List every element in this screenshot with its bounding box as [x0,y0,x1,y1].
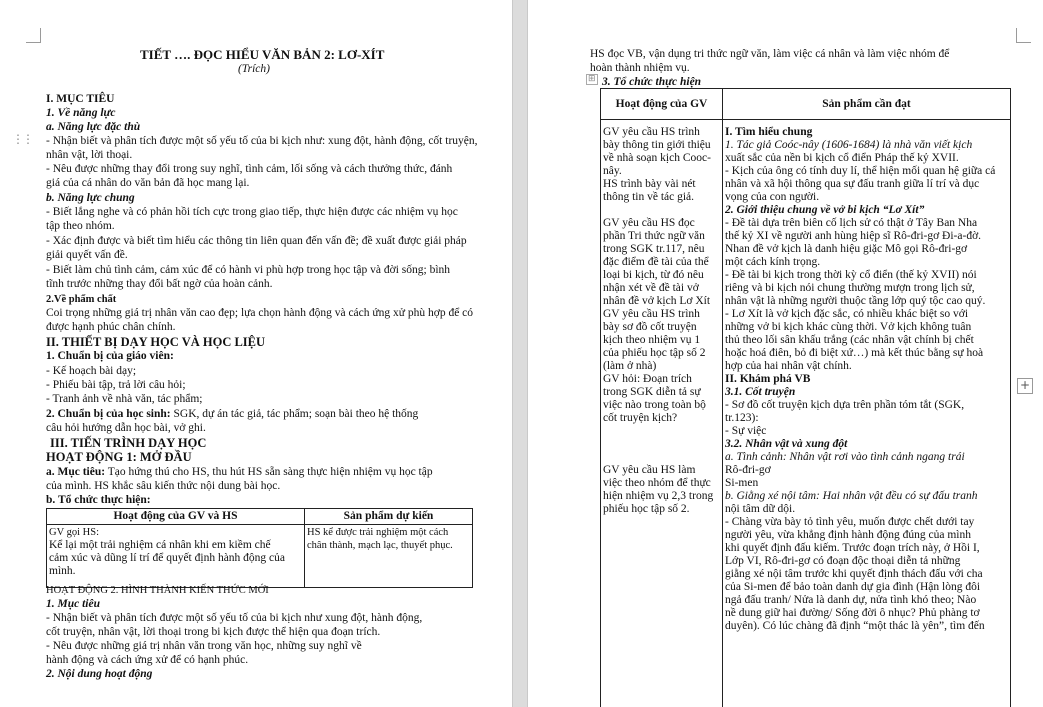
cell-line: nây. [603,165,622,177]
cell-line: kịch theo nhiệm vụ 1 [603,334,701,346]
cell-line: nhận xét về đề tài vở [603,282,699,294]
cell-line: vọng của con người. [725,191,820,203]
cell-line: nhân và xã hội thông qua sự đấu tranh giữa lí trí và dục [725,178,980,190]
table-header: Sản phẩm dự kiến [305,509,473,525]
table-cell [47,525,305,588]
cell-line: cảm xúc và dũng lí trí để quyết định hành động của [49,552,286,564]
cell-line: giằng xé nội tâm trước khi quyết định thách đấu với cha [725,568,983,580]
cell-line: Lớp VI, Rô-đri-gơ có đoạn độc thoại diễn tả những [725,555,961,567]
paragraph-line: tập theo nhóm. [46,220,115,232]
table-header: Sản phẩm cần đạt [723,89,1011,120]
subsection-heading: 1. Chuẩn bị của giáo viên: [46,350,174,362]
paragraph-line: - Biết lắng nghe và có phản hồi tích cực trong giao tiếp, thực hiện được các nhiệm vụ học [46,206,458,218]
cell-line: phần Tri thức ngữ văn [603,230,705,242]
cell-line: GV yêu cầu HS đọc [603,217,695,229]
cell-line: hoặc hoá điên, bỏ đi biệt xứ…) mà kết thúc bằng sự hoà [725,347,984,359]
page-corner-mark [26,28,41,43]
cell-line: - Lơ Xít là vở kịch đặc sắc, có nhiều khác biệt so với [725,308,969,320]
cell-line: trong SGK diễn tả sự [603,386,701,398]
cell-line: việc nào trong toàn bộ [603,399,706,411]
subsection-heading: a. Năng lực đặc thù [46,121,141,133]
cell-line: GV yêu cầu HS làm [603,464,696,476]
cell-line: của Si-men để bảo toàn danh dự gia đình (Hận lòng đôi [725,581,981,593]
inline-text: Tạo hứng thú cho HS, thu hút HS sẵn sàng thực hiện nhiệm vụ học tập [105,466,433,478]
paragraph-line: - Nhận biết và phân tích được một số yếu tố của bi kịch như xung đột, hành động, [46,612,423,624]
subsection-heading: 3. Tổ chức thực hiện [602,76,702,88]
cell-line: tr.123): [725,412,759,424]
section-heading: III. TIẾN TRÌNH DẠY HỌC [50,436,207,450]
inline-label: a. Mục tiêu: [46,466,106,478]
table-header: Hoạt động của GV và HS [47,509,305,525]
paragraph-line: - Nêu được những thay đổi trong suy nghĩ, tình cảm, lối sống và cách thưởng thức, đánh [46,163,453,175]
subsection-heading: 1. Về năng lực [46,107,116,119]
cell-line: nhân đề vở kịch Lơ Xít [603,295,711,307]
cell-line: HS trình bày vài nét [603,178,696,190]
cell-line: GV gọi HS: [49,527,99,538]
cell-line: việc theo nhóm để thực [603,477,711,489]
cell-line: thế kỷ XI về người anh hùng hiệp sĩ Rô-đri-gơ Đi-a-đờ. [725,230,982,242]
cell-line: GV yêu cầu HS trình [603,308,700,320]
list-item: - Tranh ảnh về nhà văn, tác phẩm; [46,393,203,405]
cell-line: b. Giằng xé nội tâm: Hai nhân vật đều có sự đấu tranh [725,490,978,502]
cell-line: 3.2. Nhân vật và xung đột [725,438,848,450]
cell-line: thông tin về tác giả. [603,191,695,203]
cell-line: - Sơ đồ cốt truyện kịch dựa trên phần tóm tắt (SGK, [725,399,965,411]
cell-line: - Đề tài bi kịch trong thời kỳ cổ điển (thế kỷ XVII) nói [725,269,977,281]
cell-line: Kể lại một trải nghiệm cá nhân khi em kiềm chế [49,539,271,551]
add-row-icon[interactable]: + [1017,378,1033,394]
activity-table [600,88,1011,707]
cell-line: Si-men [725,477,759,489]
inline-label: 2. Chuẩn bị của học sinh: [46,408,171,420]
cell-line: người yêu, vừa khẳng định hành động đúng của mình [725,529,971,541]
table-cell [601,120,723,707]
cell-line: GV yêu cầu HS trình [603,126,700,138]
drag-handle-icon[interactable]: ⋮⋮ [12,132,32,146]
cell-line: (làm ở nhà) [603,360,657,372]
document-page-left [0,0,512,707]
paragraph-line: tĩnh trước những thay đổi bất ngờ của hoàn cảnh. [46,278,273,290]
paragraph-line: được hạnh phúc chân chính. [46,321,176,333]
cell-line: - Sự việc [725,425,767,437]
cell-line: đặc điểm đề tài của thể [603,256,709,268]
cell-line: nhân vật là những người thuộc tầng lớp quý tộc cao quý. [725,295,986,307]
cell-line: I. Tìm hiểu chung [725,126,813,138]
cell-line: - Kịch của ông có tính duy lí, thể hiện mối quan hệ giữa cá [725,165,996,177]
subsection-heading: b. Tổ chức thực hiện: [46,494,151,506]
activity-heading: HOẠT ĐỘNG 2. HÌNH THÀNH KIẾN THỨC MỚI [46,585,269,596]
cell-line: 1. Tác giả Coóc-nây (1606-1684) là nhà văn viết kịch [725,139,973,151]
cell-line: khi quyết định đấu kiếm. Trước đoạn trích này, ở Hồi I, [725,542,980,554]
cell-line: Rô-đri-gơ [725,464,771,476]
cell-line: bày sơ đồ cốt truyện [603,321,697,333]
cell-line [603,438,720,451]
subsection-heading: 1. Mục tiêu [46,598,100,610]
cell-line: loại bi kịch, từ đó nêu [603,269,704,281]
cell-line: của phiếu học tập số 2 [603,347,706,359]
cell-line: về nhà soạn kịch Cooc- [603,152,711,164]
cell-line: nội tâm dữ dội. [725,503,796,515]
cell-line: thủ theo lối sân khấu trắng (các nhân vật chính bị chết [725,334,974,346]
paragraph-line: Coi trọng những giá trị nhân văn cao đẹp; lựa chọn hành động và cách ứng xử phù hợp để có [46,307,474,319]
paragraph-line: hành động và cách ứng xử để có hạnh phúc. [46,654,249,666]
cell-line: GV hỏi: Đoạn trích [603,373,692,385]
cell-line [603,451,720,464]
paragraph-line: - Biết làm chủ tình cảm, cảm xúc để có hành vi phù hợp trong học tập và đời sống; bình [46,264,451,276]
cell-line: riêng và bi kịch nói chung thường mượn trong lịch sử, [725,282,975,294]
cell-line: hiện nhiệm vụ 2,3 trong [603,490,714,502]
cell-line: cốt truyện kịch? [603,412,678,424]
paragraph-line: cốt truyện, nhân vật, lời thoại trong bi kịch được thể hiện qua đoạn trích. [46,626,381,638]
cell-line: phiếu học tập số 2. [603,503,690,515]
paragraph-line [46,466,433,479]
activity-table [46,508,473,588]
paragraph-line: HS đọc VB, vận dụng tri thức ngữ văn, làm việc cá nhân và làm việc nhóm để [590,48,950,60]
doc-title: TIẾT …. ĐỌC HIỂU VĂN BẢN 2: LƠ-XÍT [140,47,385,62]
subsection-heading: 2. Nội dung hoạt động [46,668,153,680]
inline-text: SGK, dự án tác giả, tác phẩm; soạn bài theo hệ thống [170,408,419,420]
cell-line: HS kể được trải nghiệm một cách [307,527,449,538]
cell-line [603,204,720,217]
cell-line: ngả đấu tranh/ Nửa là danh dự, nửa tình khó theo; Nào [725,594,977,606]
cell-line: nề dung giữ hai đường/ Sống đời ô nhục? Phủ phàng tơ [725,607,980,619]
table-header: Hoạt động của GV [601,89,723,120]
cell-line: một cách kính trọng. [725,256,821,268]
paragraph-line: - Nhận biết và phân tích được một số yếu tố của bi kịch như: xung đột, hành động, cốt truyện, [46,135,478,147]
table-cell [305,525,473,588]
paragraph-line [46,408,418,421]
cell-line: duyên). Có lúc chàng đã định “một thác là yên”, tìm đến [725,620,985,632]
cell-line: chân thành, mạch lạc, thuyết phục. [307,540,453,551]
cell-line [603,425,720,438]
document-page-right [528,0,1043,707]
cell-line: 2. Giới thiệu chung về vở bi kịch “Lơ Xít” [725,204,925,216]
table-cell [723,120,1011,707]
cell-line: những vở bi kịch khác cùng thời. Vở kịch không tuân [725,321,972,333]
cell-line: - Chàng vừa bày tỏ tình yêu, muốn được chết dưới tay [725,516,975,528]
paragraph-line: câu hỏi hướng dẫn học bài, vở ghi. [46,422,206,434]
doc-subtitle: (Trích) [238,63,270,75]
cell-line: mình. [49,565,76,577]
cell-line: - Đề tài dựa trên biên cố lịch sử có thật ở Tây Ban Nha [725,217,978,229]
paragraph-line: của mình. HS khắc sâu kiến thức nội dung bài học. [46,480,281,492]
section-heading: I. MỤC TIÊU [46,93,115,105]
paragraph-line: hoàn thành nhiệm vụ. [590,62,690,74]
paragraph-line: giá của cá nhân do văn bản đã học mang lại. [46,177,250,189]
cell-line: trong SGK tr.117, nêu [603,243,705,255]
cell-line: xuất sắc của nền bi kịch cổ điển Pháp thế kỷ XVII. [725,152,959,164]
cell-line: II. Khám phá VB [725,373,811,385]
cell-line: hợp của hai nhân vật chính. [725,360,852,372]
cell-line: Nhan đề vở kịch là danh hiệu giặc Mô gọi Rô-đri-gơ [725,243,968,255]
table-move-icon[interactable]: ⊞ [588,74,596,84]
activity-heading: HOẠT ĐỘNG 1: MỞ ĐẦU [46,450,192,464]
page-gutter [512,0,528,707]
subsection-heading: 2.Về phẩm chất [46,294,117,305]
paragraph-line: - Xác định được và biết tìm hiểu các thông tin liên quan đến vấn đề; đề xuất được giải pháp [46,235,467,247]
list-item: - Phiếu bài tập, trả lời câu hỏi; [46,379,186,391]
cell-line: bày thông tin giới thiệu [603,139,711,151]
cell-line: 3.1. Cốt truyện [725,386,796,398]
paragraph-line: giải quyết vấn đề. [46,249,128,261]
subsection-heading: b. Năng lực chung [46,192,135,204]
cell-line: a. Tình cảnh: Nhân vật rơi vào tình cảnh ngang trái [725,451,965,463]
list-item: - Kế hoạch bài dạy; [46,365,137,377]
page-corner-mark [1016,28,1031,43]
paragraph-line: nhân vật, lời thoại. [46,149,133,161]
section-heading: II. THIẾT BỊ DẠY HỌC VÀ HỌC LIỆU [46,335,266,349]
paragraph-line: - Nêu được những giá trị nhân văn trong văn học, những suy nghĩ về [46,640,362,652]
